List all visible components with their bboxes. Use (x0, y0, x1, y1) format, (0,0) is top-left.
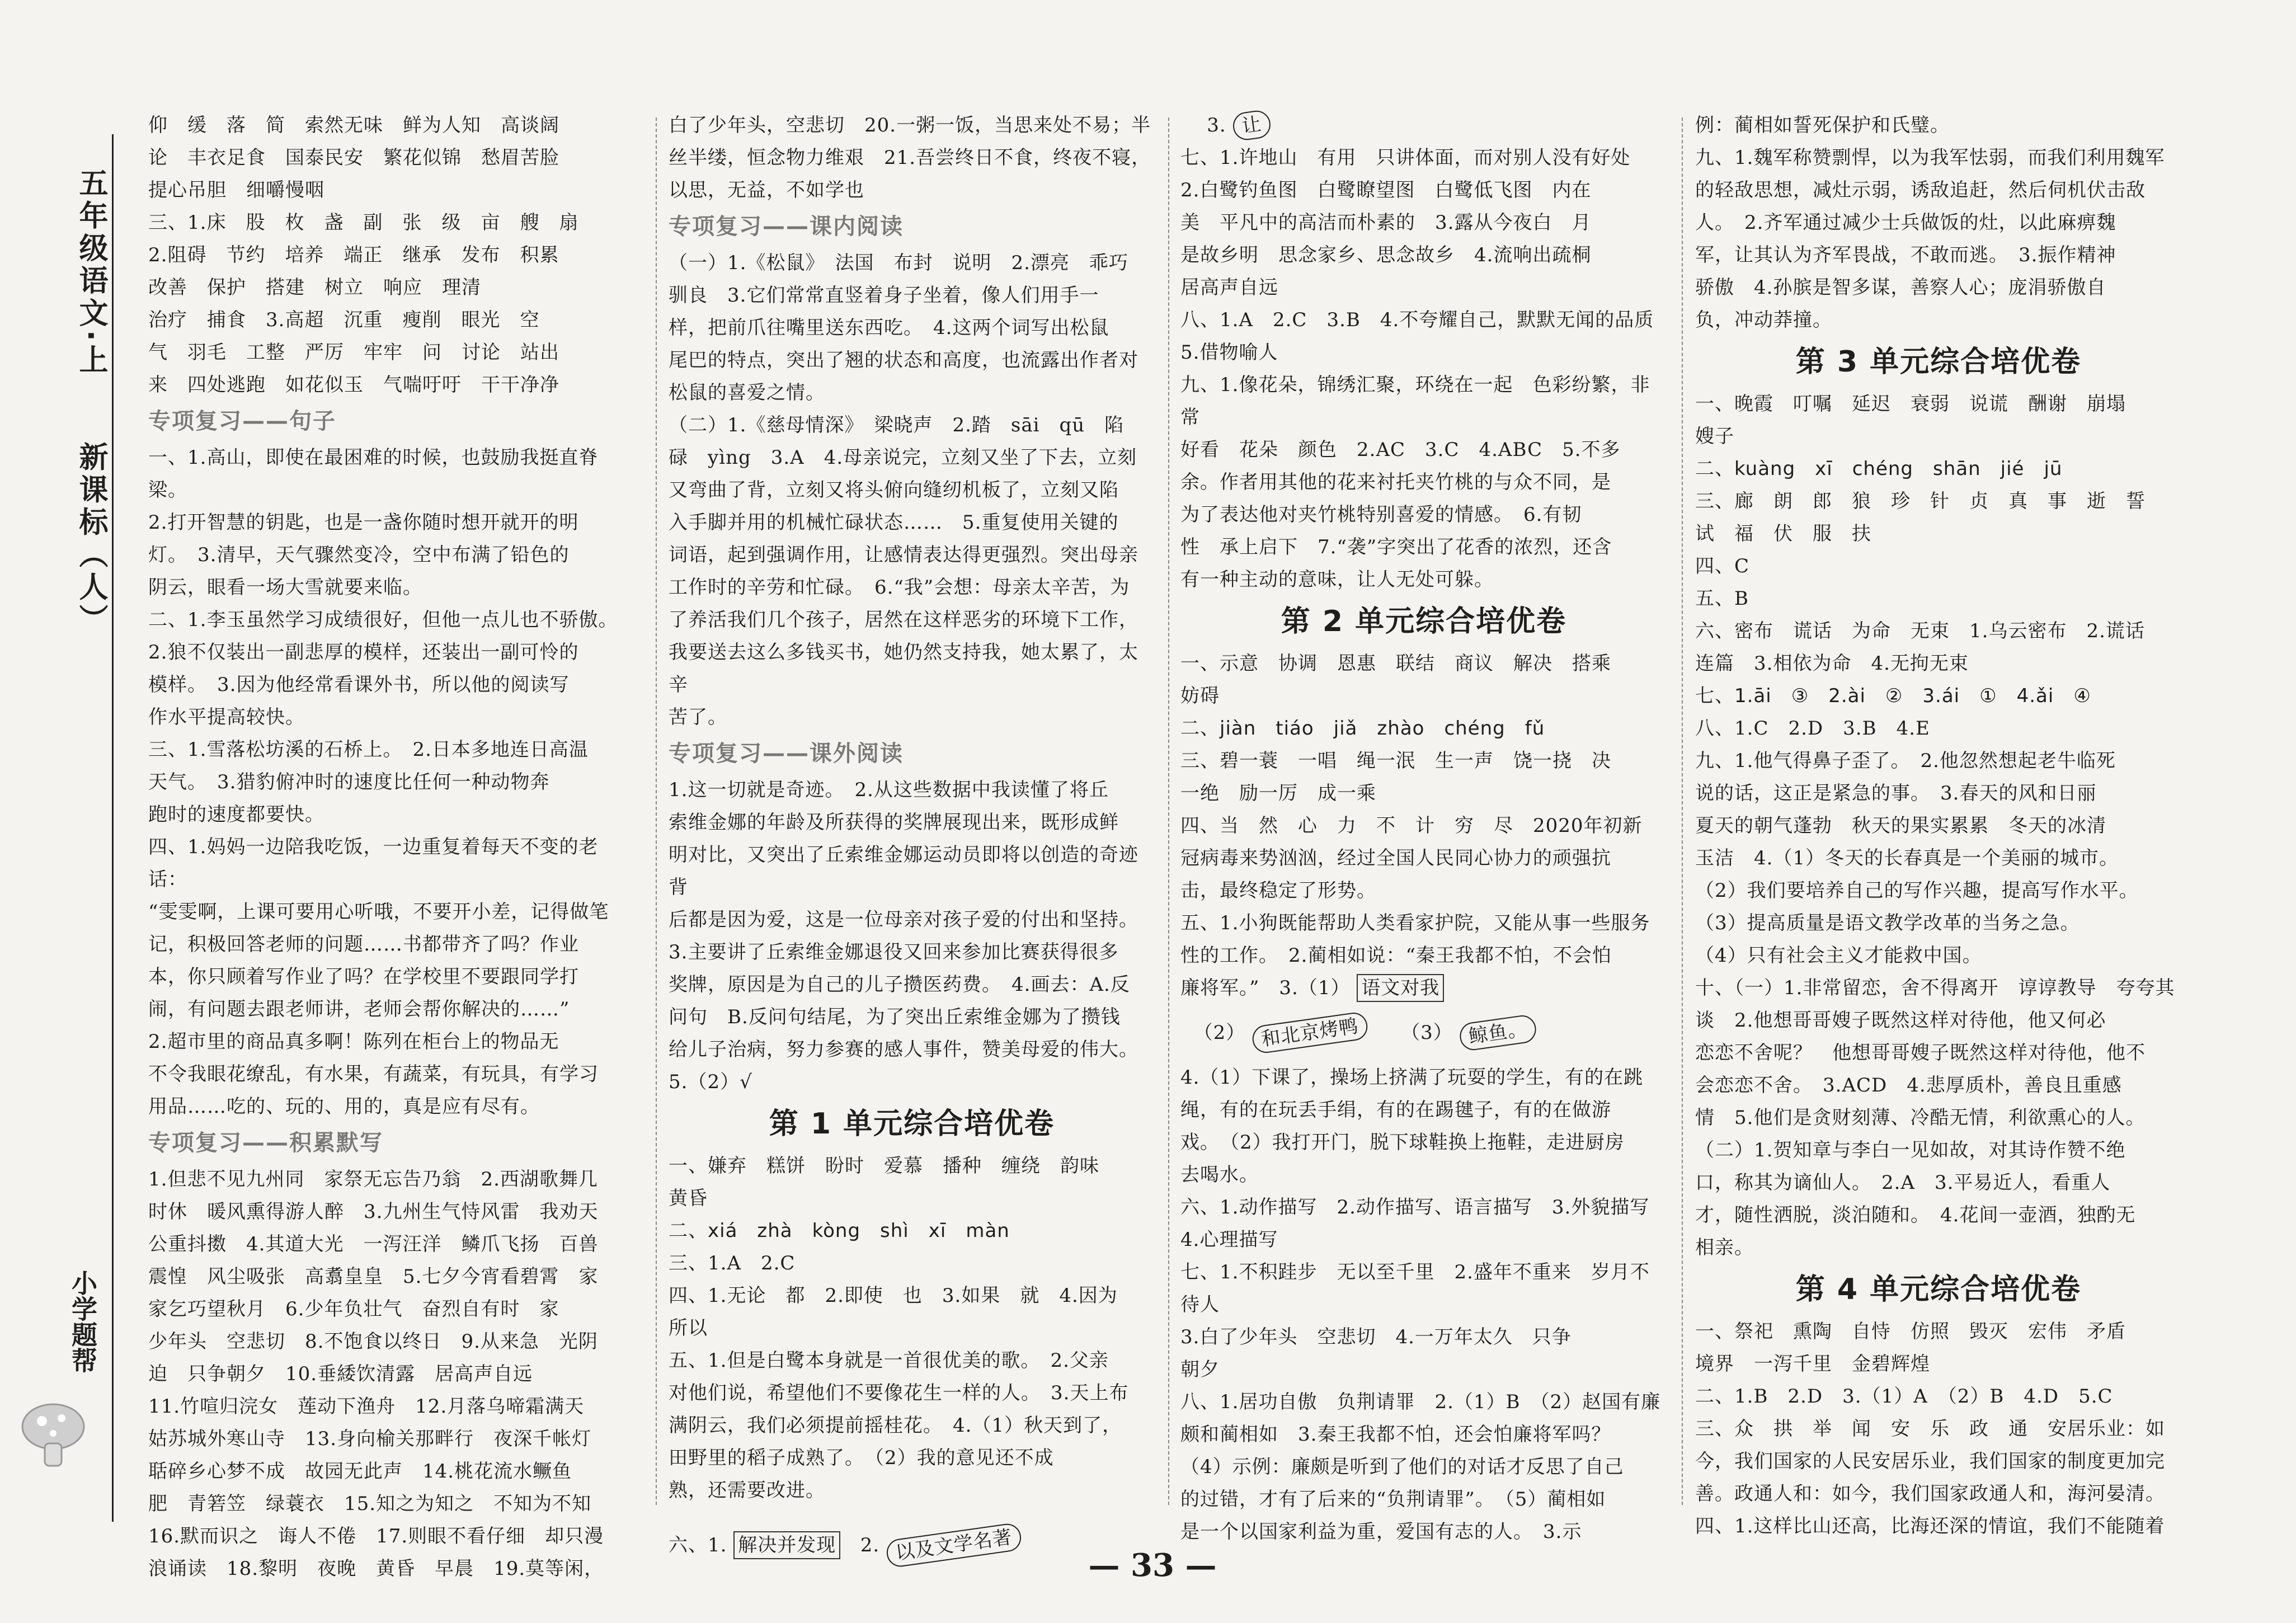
answer-line: 聒碎乡心梦不成 故园无此声 14.桃花流水鳜鱼 (148, 1460, 572, 1483)
answer-line: 治疗 捕食 3.高超 沉重 瘦削 眼光 空 (148, 309, 540, 331)
answer-line: 以思，无益，不如学也 (669, 179, 864, 201)
section-heading: 专项复习——句子 (148, 408, 336, 434)
answer-line: 灯。 3.清早，天气骤然变冷，空中布满了铅色的 (148, 544, 570, 566)
answer-line: 谈 2.他想哥哥嫂子既然这样对待他，他又何必 (1695, 1009, 2106, 1032)
answer-line: 工作时的辛劳和忙碌。 6.“我”会想：母亲太辛苦，为 (669, 576, 1130, 599)
answer-line: 嫂子 (1695, 425, 1734, 448)
answer-line: 八、1.C 2.D 3.B 4.E (1695, 717, 1930, 740)
answer-line: 仰 缓 落 简 索然无味 鲜为人知 高谈阔 (148, 114, 559, 137)
answer-line: 驯良 3.它们常常直竖着身子坐着，像人们用手一 (669, 284, 1099, 307)
answer-line: 七、1.不积跬步 无以至千里 2.盛年不重来 岁月不待人 (1180, 1261, 1650, 1316)
answer-line: 2.超市里的商品真多啊！陈列在柜台上的物品无 (148, 1031, 559, 1053)
spine-rule (112, 134, 114, 1522)
answer-line: 境界 一泻千里 金碧辉煌 (1695, 1353, 1930, 1375)
answer-line: 我要送去这么多钱买书，她仍然支持我，她太累了，太辛 (669, 641, 1138, 696)
answer-line: 四、1.妈妈一边陪我吃饭，一边重复着每天不变的老话： (148, 836, 599, 891)
answer-line: 二、jiàn tiáo jiǎ zhào chéng fǔ (1180, 717, 1545, 740)
column-4 (1695, 109, 2182, 1537)
answer-line: 玉洁 4.（1）冬天的长春真是一个美丽的城市。 (1695, 847, 2119, 869)
answer-line: 三、1.A 2.C (669, 1252, 796, 1274)
answer-line: 负，冲动莽撞。 (1695, 309, 1832, 331)
answer-line: 3.白了少年头 空悲切 4.一万年太久 只争 (1180, 1326, 1572, 1348)
answer-line: 肥 青箬笠 绿蓑衣 15.知之为知之 不知为不知 (148, 1493, 592, 1515)
answer-line: 田野里的稻子成熟了。 （2）我的意见还不成 (669, 1447, 1054, 1469)
answer-line: 性 承上启下 7.“袭”字突出了花香的浓烈，还含 (1180, 536, 1612, 558)
answer-line: 气 羽毛 工整 严厉 牢牢 问 讨论 站出 (148, 341, 559, 364)
answer-line: （4）示例：廉颇是听到了他们的对话才反思了自己 (1180, 1456, 1624, 1478)
answer-line (1180, 1017, 1667, 1049)
answer-line: 二、1.李玉虽然学习成绩很好，但他一点儿也不骄傲。 (148, 609, 618, 631)
answer-line: 好看 花朵 颜色 2.AC 3.C 4.ABC 5.不多 (1180, 439, 1621, 461)
answer-line: 5.（2）√ (669, 1071, 752, 1093)
unit-1-title: 第 1 单元综合培优卷 (769, 1107, 1055, 1141)
answer-line: 来 四处逃跑 如花似玉 气喘吁吁 干干净净 (148, 374, 559, 396)
answer-line: 满阴云，我们必须提前摇桂花。 4.（1）秋天到了， (669, 1414, 1122, 1437)
answer-line: 四、1.这样比山还高，比海还深的情谊，我们不能随着 (1695, 1515, 2165, 1537)
answer-line: 的过错，才有了后来的“负荆请罪”。 （5）蔺相如 (1180, 1488, 1606, 1511)
answer-line: 是故乡明 思念家乡、思念故乡 4.流响出疏桐 (1180, 244, 1592, 266)
section-heading: 专项复习——积累默写 (148, 1130, 383, 1156)
answer-line: 戏。 （2）我打开门，脱下球鞋换上拖鞋，走进厨房 (1180, 1131, 1625, 1154)
answer-line: 提心吊胆 细嚼慢咽 (148, 179, 324, 201)
question-number: 3. (1207, 114, 1226, 137)
answer-line: 八、1.居功自傲 负荆请罪 2.（1）B （2）赵国有廉 (1180, 1391, 1661, 1413)
answer-line: 改善 保护 搭建 树立 响应 理清 (148, 276, 481, 299)
answer-line: 一绝 励一厉 成一乘 (1180, 782, 1376, 805)
answer-line: 击，最终稳定了形势。 (1180, 879, 1376, 902)
answer-line: （3）提高质量是语文教学改革的当务之急。 (1695, 912, 2080, 934)
circled-answer: 让 (1231, 109, 1272, 142)
answer-line: 2.阻碍 节约 培养 端正 继承 发布 积累 (148, 244, 559, 266)
circled-answer: 以及文学名著 (885, 1522, 1023, 1568)
answer-line: 又弯曲了背，立刻又将头俯向缝纫机板了，立刻又陷 (669, 479, 1119, 501)
answer-line: 浪诵读 18.黎明 夜晚 黄昏 早晨 19.莫等闲， (148, 1558, 604, 1580)
column-1 (148, 109, 635, 1580)
answer-line: 四、C (1695, 555, 1750, 577)
answer-line: 索维金娜的年龄及所获得的奖牌展现出来，既形成鲜 (669, 811, 1119, 834)
answer-line: （4）只有社会主义才能救中国。 (1695, 944, 1982, 967)
answer-line: 作水平提高较快。 (148, 706, 305, 728)
answer-line: 碌 yìng 3.A 4.母亲说完，立刻又坐了下去，立刻 (669, 446, 1137, 469)
answer-line: 5.借物喻人 (1180, 341, 1278, 364)
answer-line: 夏天的朝气蓬勃 秋天的果实累累 冬天的冰清 (1695, 815, 2106, 837)
answer-line: 明对比，又突出了丘索维金娜运动员即将以创造的奇迹背 (669, 844, 1138, 898)
answer-line: 11.竹喧归浣女 莲动下渔舟 12.月落乌啼霜满天 (148, 1395, 585, 1418)
answer-line: 4.心理描写 (1180, 1229, 1278, 1251)
answer-line: 松鼠的喜爱之情。 (669, 382, 825, 404)
answer-line: 所以 (669, 1317, 708, 1339)
column-divider (1168, 117, 1170, 1505)
answer-line: 才，随性洒脱，淡泊随和。 4.花间一壶酒，独酌无 (1695, 1204, 2136, 1226)
answer-line: 论 丰衣足食 国泰民安 繁花似锦 愁眉苦脸 (148, 147, 559, 169)
answer-line: 为了表达他对夹竹桃特别喜爱的情感。 6.有韧 (1180, 504, 1582, 526)
answer-line: 是一个以国家利益为重，爱国有志的人。 3.示 (1180, 1521, 1582, 1543)
answer-line: 相亲。 (1695, 1236, 1754, 1259)
column-3 (1180, 109, 1667, 1543)
answer-line: 性的工作。 2.蔺相如说：“秦王我都不怕，不会怕 (1180, 944, 1612, 967)
answer-line: 一、1.高山，即使在最困难的时候，也鼓励我挺直脊梁。 (148, 446, 599, 501)
answer-line: 去喝水。 (1180, 1164, 1259, 1186)
answer-line: 对他们说，希望他们不要像花生一样的人。 3.天上布 (669, 1382, 1129, 1404)
answer-line: 四、1.无论 都 2.即使 也 3.如果 就 4.因为 (669, 1285, 1118, 1307)
question-number: 六、1. (669, 1534, 727, 1556)
answer-line: 震惶 风尘吸张 高翥皇皇 5.七夕今宵看碧霄 家 (148, 1266, 599, 1288)
answer-line: 有一种主动的意味，让人无处可躲。 (1180, 568, 1494, 591)
book-title: 五年级语文·上 新课标（人） (74, 168, 107, 637)
answer-line: 后都是因为爱，这是一位母亲对孩子爱的付出和坚持。 (669, 909, 1138, 931)
answer-line: 姑苏城外寒山寺 13.身向榆关那畔行 夜深千帐灯 (148, 1428, 592, 1450)
answer-line: 恋恋不舍呢？ 他想哥哥嫂子既然这样对待他，他不 (1695, 1042, 2146, 1064)
answer-line: 三、1.雪落松坊溪的石桥上。 2.日本多地连日高温 (148, 738, 589, 761)
answer-line: 绳，有的在玩丢手绢，有的在踢毽子，有的在做游 (1180, 1099, 1611, 1121)
answer-line: 2.白鹭钓鱼图 白鹭瞭望图 白鹭低飞图 内在 (1180, 179, 1592, 201)
column-divider (656, 117, 658, 1505)
answer-line: 记，积极回答老师的问题……书都带齐了吗？作业 (148, 933, 579, 956)
answer-line: 冠病毒来势汹汹，经过全国人民同心协力的顽强抗 (1180, 847, 1611, 869)
unit-4-title: 第 4 单元综合培优卷 (1795, 1273, 2082, 1306)
brand-logo-text: 小学题帮 (68, 1270, 98, 1373)
answer-line: 少年头 空悲切 8.不饱食以终日 9.从来急 光阴 (148, 1330, 598, 1353)
answer-line: 三、众 拱 举 闻 安 乐 政 通 安居乐业：如 (1695, 1418, 2165, 1440)
answer-line: 一、祭祀 熏陶 自恃 仿照 毁灭 宏伟 矛盾 (1695, 1320, 2126, 1343)
answer-line: 3.主要讲了丘索维金娜退役又回来参加比赛获得很多 (669, 941, 1119, 963)
answer-line: 迫 只争朝夕 10.垂緌饮清露 居高声自远 (148, 1363, 533, 1385)
answer-line: 2.狼不仅装出一副悲厚的模样，还装出一副可怜的 (148, 641, 579, 664)
answer-line: （二）1.《慈母情深》 梁晓声 2.踏 sāi qū 陷 (669, 414, 1125, 436)
boxed-answer: 语文对我 (1357, 974, 1444, 1002)
answer-line: 问句 B.反问句结尾，为了突出丘索维金娜为了攒钱 (669, 1006, 1121, 1028)
answer-line: 八、1.A 2.C 3.B 4.不夸耀自己，默默无闻的品质 (1180, 309, 1654, 331)
answer-line: 六、密布 谎话 为命 无束 1.乌云密布 2.谎话 (1695, 620, 2145, 642)
answer-line: 时休 暖风熏得游人醉 3.九州生气恃风雷 我劝天 (148, 1201, 599, 1223)
answer-line: “雯雯啊，上课可要用心听哦，不要开小差，记得做笔 (148, 901, 609, 923)
answer-line: 五、1.小狗既能帮助人类看家护院，又能从事一些服务 (1180, 912, 1650, 934)
answer-line: 奖牌，原因是为自己的儿子攒医药费。 4.画去：A.反 (669, 973, 1130, 996)
answer-line: 九、1.他气得鼻子歪了。 2.他忽然想起老牛临死 (1695, 750, 2116, 772)
answer-line: 今，我们国家的人民安居乐业，我们国家的制度更加完 (1695, 1450, 2165, 1473)
answer-line: 1.但悲不见九州同 家祭无忘告乃翁 2.西湖歌舞几 (148, 1168, 598, 1191)
answer-line: 1.这一切就是奇迹。 2.从这些数据中我读懂了将丘 (669, 779, 1109, 801)
answer-line: 家乞巧望秋月 6.少年负壮气 奋烈自有时 家 (148, 1298, 559, 1320)
question-number: （2） (1193, 1022, 1246, 1044)
answer-line: （二）1.贺知章与李白一见如故，对其诗作赞不绝 (1695, 1139, 2126, 1161)
answer-line: 三、1.床 股 枚 盏 副 张 级 亩 艘 扇 (148, 211, 579, 234)
unit-2-title: 第 2 单元综合培优卷 (1281, 605, 1567, 638)
question-number: 2. (860, 1534, 880, 1556)
circled-answer: 鲸鱼。 (1458, 1014, 1538, 1052)
spine (17, 84, 129, 1522)
question-number: （3） (1401, 1022, 1453, 1044)
answer-line: 阴云，眼看一场大雪就要来临。 (148, 576, 422, 599)
answer-line: 用品……吃的、玩的、用的，真是应有尽有。 (148, 1095, 540, 1118)
column-2 (669, 109, 1155, 1565)
answer-line: 善。政通人和：如今，我们国家政通人和，海河晏清。 (1695, 1483, 2165, 1505)
answer-line: 2.打开智慧的钥匙，也是一盏你随时想开就开的明 (148, 511, 579, 534)
answer-line: 一、嫌弃 糕饼 盼时 爱慕 播种 缠绕 韵味 (669, 1155, 1099, 1177)
answer-line: 一、示意 协调 恩惠 联结 商议 解决 搭乘 (1180, 652, 1611, 675)
answer-line: 连篇 3.相依为命 4.无拘无束 (1695, 652, 1969, 675)
answer-line: 十、（一）1.非常留恋，舍不得离开 谆谆教导 夸夸其 (1695, 977, 2175, 999)
answer-line (1180, 972, 1667, 1004)
answer-line: 公重抖擞 4.其道大光 一泻汪洋 鳞爪飞扬 百兽 (148, 1233, 599, 1255)
answer-line: 七、1.āi ③ 2.ài ② 3.ái ① 4.ǎi ④ (1695, 685, 2091, 707)
answer-line: 闹，有问题去跟老师讲，老师会帮你解决的……” (148, 998, 570, 1020)
section-heading: 专项复习——课内阅读 (669, 214, 904, 239)
answer-line: 丝半缕，恒念物力维艰 21.吾尝终日不食，终夜不寝， (669, 147, 1151, 169)
answer-line: 白了少年头，空悲切 20.一粥一饭，当思来处不易；半 (669, 114, 1151, 137)
answer-line: 会恋恋不舍。 3.ACD 4.悲厚质朴，善良且重感 (1695, 1074, 2122, 1097)
answer-line: 五、1.但是白鹭本身就是一首很优美的歌。 2.父亲 (669, 1349, 1109, 1372)
answer-line: 九、1.魏军称赞剽悍，以为我军怯弱，而我们利用魏军 (1695, 147, 2165, 169)
answer-line: 模样。 3.因为他经常看课外书，所以他的阅读写 (148, 674, 570, 696)
answer-line: 跑时的速度都要快。 (148, 803, 324, 826)
mushroom-logo-icon (17, 1393, 90, 1471)
answer-line: 口，称其为谪仙人。 2.A 3.平易近人，看重人 (1695, 1172, 2111, 1194)
answer-line: 美 平凡中的高洁而朴素的 3.露从今夜白 月 (1180, 211, 1592, 234)
answer-line: 给儿子治病，努力参赛的感人事件，赞美母爱的伟大。 (669, 1038, 1138, 1061)
answer-line: 本，你只顾着写作业了吗？在学校里不要跟同学打 (148, 966, 579, 988)
answer-line: （2）我们要培养自己的写作兴趣，提高写作水平。 (1695, 879, 2139, 902)
answer-line: 4.（1）下课了，操场上挤满了玩耍的学生，有的在跳 (1180, 1066, 1644, 1089)
answer-line (1180, 109, 1667, 142)
answer-line: 朝夕 (1180, 1358, 1220, 1381)
column-divider (1682, 117, 1684, 1505)
page-number: — 33 — (1088, 1547, 1217, 1584)
answer-line: 妨碍 (1180, 685, 1220, 707)
answer-text: 廉将军。” 3.（1） (1180, 977, 1351, 999)
answer-line: 一、晚霞 叮嘱 延迟 衰弱 说谎 酬谢 崩塌 (1695, 393, 2126, 415)
unit-3-title: 第 3 单元综合培优卷 (1795, 345, 2082, 379)
answer-line: 样，把前爪往嘴里送东西吃。 4.这两个词写出松鼠 (669, 317, 1109, 339)
answer-line: 例：蔺相如誓死保护和氏璧。 (1695, 114, 1950, 137)
answer-line: 人。 2.齐军通过减少士兵做饭的灶，以此麻痹魏 (1695, 211, 2116, 234)
answer-line: 七、1.许地山 有用 只讲体面，而对别人没有好处 (1180, 147, 1631, 169)
answer-line: 九、1.像花朵，锦绣汇聚，环绕在一起 色彩纷繁，非常 (1180, 374, 1650, 429)
answer-line: 不令我眼花缭乱，有水果，有蔬菜，有玩具，有学习 (148, 1063, 599, 1085)
answer-line: 颇和蔺相如 3.秦王我都不怕，还会怕廉将军吗？ (1180, 1423, 1611, 1446)
answer-line: 四、当 然 心 力 不 计 穷 尽 2020年初新 (1180, 815, 1643, 837)
answer-line: 黄昏 (669, 1187, 708, 1210)
answer-line: 苦了。 (669, 706, 727, 728)
answer-line: 入手脚并用的机械忙碌状态…… 5.重复使用关键的 (669, 511, 1119, 534)
answer-line: 二、xiá zhà kòng shì xī màn (669, 1220, 1010, 1242)
answer-line: 熟，还需要改进。 (669, 1479, 825, 1502)
answer-line: 五、B (1695, 587, 1749, 610)
boxed-answer: 解决并发现 (733, 1531, 840, 1559)
answer-line: 三、碧一蓑 一唱 绳一泯 生一声 饶一挠 决 (1180, 750, 1611, 772)
answer-line: 的轻敌思想，减灶示弱，诱敌追赶，然后伺机伏击敌 (1695, 179, 2146, 201)
circled-answer: 和北京烤鸭 (1251, 1011, 1370, 1055)
answer-line: 16.默而识之 诲人不倦 17.则眼不看仔细 却只漫 (148, 1525, 604, 1547)
answer-line: 试 福 伏 服 扶 (1695, 523, 1871, 545)
answer-line: 余。作者用其他的花来衬托夹竹桃的与众不同，是 (1180, 471, 1611, 493)
answer-line: 六、1.动作描写 2.动作描写、语言描写 3.外貌描写 (1180, 1196, 1650, 1219)
section-heading: 专项复习——课外阅读 (669, 741, 904, 766)
answer-line: 情 5.他们是贪财刻薄、冷酷无情，利欲熏心的人。 (1695, 1107, 2146, 1129)
answer-line: 骄傲 4.孙膑是智多谋，善察人心；庞涓骄傲自 (1695, 276, 2106, 299)
answer-line: 天气。 3.猎豹俯冲时的速度比任何一种动物奔 (148, 771, 550, 793)
answer-line: 二、1.B 2.D 3.（1）A （2）B 4.D 5.C (1695, 1385, 2113, 1408)
answer-line: 军，让其认为齐军畏战，不敢而逃。 3.振作精神 (1695, 244, 2116, 266)
answer-line: 词语，起到强调作用，让感情表达得更强烈。突出母亲 (669, 544, 1138, 566)
answer-line: 二、kuàng xī chéng shān jié jū (1695, 458, 2063, 480)
answer-line: 说的话，这正是紧急的事。 3.春天的风和日丽 (1695, 782, 2097, 805)
answer-line: （一）1.《松鼠》 法国 布封 说明 2.漂亮 乖巧 (669, 252, 1128, 274)
answer-line: 居高声自远 (1180, 276, 1278, 299)
answer-line: 尾巴的特点，突出了翘的状态和高度，也流露出作者对 (669, 349, 1138, 371)
answer-line: 了养活我们几个孩子，居然在这样恶劣的环境下工作， (669, 609, 1138, 631)
answer-line: 三、廊 朗 郎 狼 珍 针 贞 真 事 逝 誓 (1695, 490, 2146, 512)
